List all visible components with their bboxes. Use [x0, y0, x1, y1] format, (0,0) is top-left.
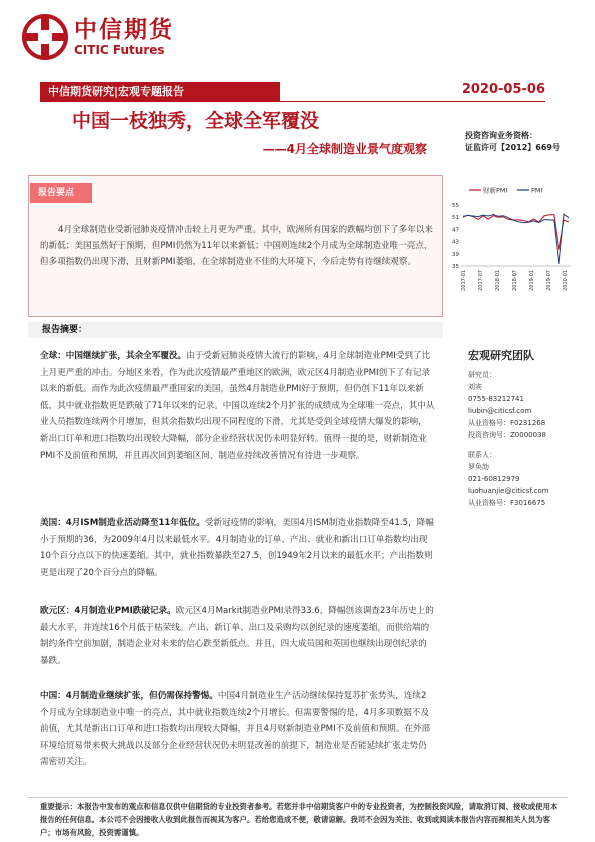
member-name: 罗奂劼 — [468, 463, 489, 471]
citic-logo-icon — [22, 14, 68, 60]
x-tick-label: 2019-01 — [529, 270, 535, 291]
y-tick-label: 35 — [452, 264, 459, 270]
paragraph-body: 受新冠疫情的影响，美国4月ISM制造业指数降至41.5，降幅小于预期的36，为2009年4月以来最低水平。4月制造业的订单、产出、就业和新出口订单指数均出现10个百分点以下的快速萎缩。其中，就业指数暴跌至27.5，创1949年2月以来的最低水平；产出指数则更是出现了20个百分点的降幅。 — [40, 518, 434, 578]
section-label: 中信期货研究|宏观专题报告 — [40, 82, 280, 102]
report-date: 2020-05-06 — [461, 82, 545, 97]
footer-divider — [28, 797, 568, 798]
series-line — [463, 214, 569, 264]
credentials-line1: 投资咨询业务资格： — [465, 131, 537, 140]
x-tick-label: 2019-07 — [546, 270, 552, 291]
paragraph-lead: 中国：4月制造业继续扩张，但仍需保持警惕。 — [40, 691, 218, 701]
member-role: 研究员： — [468, 371, 496, 379]
report-title: 中国一枝独秀，全球全军覆没 — [72, 110, 320, 132]
key-points-text: 4月全球制造业受新冠肺炎疫情冲击较上月更为严重。其中，欧洲所有国家的跌幅均创下了多年以来的新低；美国虽然好于预期，但PMI仍然为11年以来新低；中国则连续2个月成为全球制造业唯一亮点，但多项指数仍出现下滑，且财新PMI萎缩，在全球制造业不佳的大环境下，今后走势有待继续观察。 — [40, 225, 434, 267]
member-phone: 021-60812979 — [468, 475, 520, 483]
abstract-paragraph-eurozone — [40, 603, 435, 669]
member-email[interactable]: liubin@citicsf.com — [468, 407, 532, 415]
paragraph-body: 由于受新冠肺炎疫情大流行的影响，4月全球制造业PMI受到了比上月更严重的冲击。分地区来看，作为此次疫情最严重地区的欧洲，欧元区4月制造业PMI创下了有记录以来的新低。而作为此次疫情最严重国家的美国，虽然4月制造业PMI好于预期，但仍创下11年以来新低，其中就业指数更是跌破了71年以来的记录。中国以连续2个月扩张的成绩成为全球唯一亮点，其中从业人员指数连续两个月增加，但其余指数均出现不同程度的下滑，尤其是受到全球疫情大爆发的影响，新出口订单和进口指数均出现较大降幅，部分企业经营状况仍未明显好转。值得一提的是，财新制造业PMI不及前值和预期，并且再次回到萎缩区间，制造业持续改善情况有待进一步观察。 — [40, 351, 435, 461]
credentials — [465, 130, 560, 154]
member-license: 投资咨询号：Z0000038 — [468, 431, 546, 439]
member-license: 从业资格号：F3016675 — [468, 499, 546, 507]
research-team — [468, 347, 588, 509]
y-tick-label: 39 — [452, 251, 459, 258]
y-tick-label: 43 — [452, 239, 459, 246]
x-tick-label: 2018-01 — [495, 270, 501, 291]
paragraph-lead: 欧元区：4月制造业PMI跌破记录。 — [40, 606, 176, 616]
paragraph-lead: 美国：4月ISM制造业活动降至11年低位。 — [40, 518, 205, 528]
brand-logo — [22, 14, 174, 60]
member-license: 从业资格号：F0231268 — [468, 419, 546, 427]
y-tick-label: 47 — [452, 227, 459, 234]
paragraph-body: 中国4月制造业生产活动继续保持复苏扩张势头，连续2个月成为全球制造业中唯一的亮点，其中就业指数连续2个月增长。但需要警惕的是，4月多项数据不及前值，尤其是新出口订单和进口指数均出现较大降幅，并且4月财新制造业PMI不及前值和预期。在外部环境给贸易带来极大挑战以及部分企业经营状况仍未明显改善的前提下，制造业是否能延续扩张走势仍需密切关注。 — [40, 691, 431, 768]
member-name: 刘宾 — [468, 383, 482, 391]
abstract-paragraph-us — [40, 515, 435, 581]
brand-name-en: CITIC Futures — [74, 43, 165, 57]
x-tick-label: 2018-07 — [512, 270, 518, 291]
header-divider — [40, 101, 545, 102]
x-tick-label: 2017-07 — [478, 270, 484, 291]
abstract-paragraph-global — [40, 348, 435, 464]
pmi-chart — [447, 182, 577, 308]
x-tick-label: 2017-01 — [461, 270, 467, 291]
y-tick-label: 51 — [452, 215, 459, 222]
paragraph-body: 欧元区4月Markit制造业PMI录得33.6，降幅创该调查23年历史上的最大水平，并连续16个月低于枯荣线。产出、新订单、出口及采购均以创纪录的速度萎缩，而供给端的制约条件空前加剧，制造企业对未来的信心跌至新低点。并且，四大成员国和英国也继续出现创纪录的暴跌。 — [40, 606, 434, 666]
member-role: 联系人： — [468, 451, 496, 459]
legend-label: PMI — [531, 186, 543, 195]
y-tick-label: 55 — [452, 203, 459, 210]
member-phone: 0755-83212741 — [468, 395, 524, 403]
brand-name-cn: 中信期货 — [74, 17, 174, 43]
abstract-heading: 报告摘要： — [28, 322, 443, 338]
x-tick-label: 2020-01 — [563, 270, 569, 291]
member-email[interactable]: luohuanjie@citicsf.com — [468, 487, 549, 495]
legend-label: 财新PMI — [483, 186, 508, 195]
disclaimer: 重要提示：本报告中发布的观点和信息仅供中信期货的专业投资者参考。若您并非中信期货客户中的专业投资者，为控制投资风险，请取消订阅、接收或使用本报告的任何信息。本公司不会因接收人收到此报告而视其为客户。若给您造成不便，敬请谅解。我司不会因为关注、收到或阅读本报告内容而视相关人员为客户；市场有风险，投资需谨慎。 — [40, 802, 558, 837]
team-title: 宏观研究团队 — [468, 349, 534, 362]
key-points-tag: 报告要点 — [30, 183, 92, 203]
abstract-paragraph-china — [40, 688, 435, 771]
paragraph-lead: 全球：中国继续扩张，其余全军覆没。 — [40, 351, 187, 361]
credentials-line2: 证监许可【2012】669号 — [465, 143, 560, 152]
report-subtitle: ——4月全球制造业景气度观察 — [262, 142, 427, 156]
